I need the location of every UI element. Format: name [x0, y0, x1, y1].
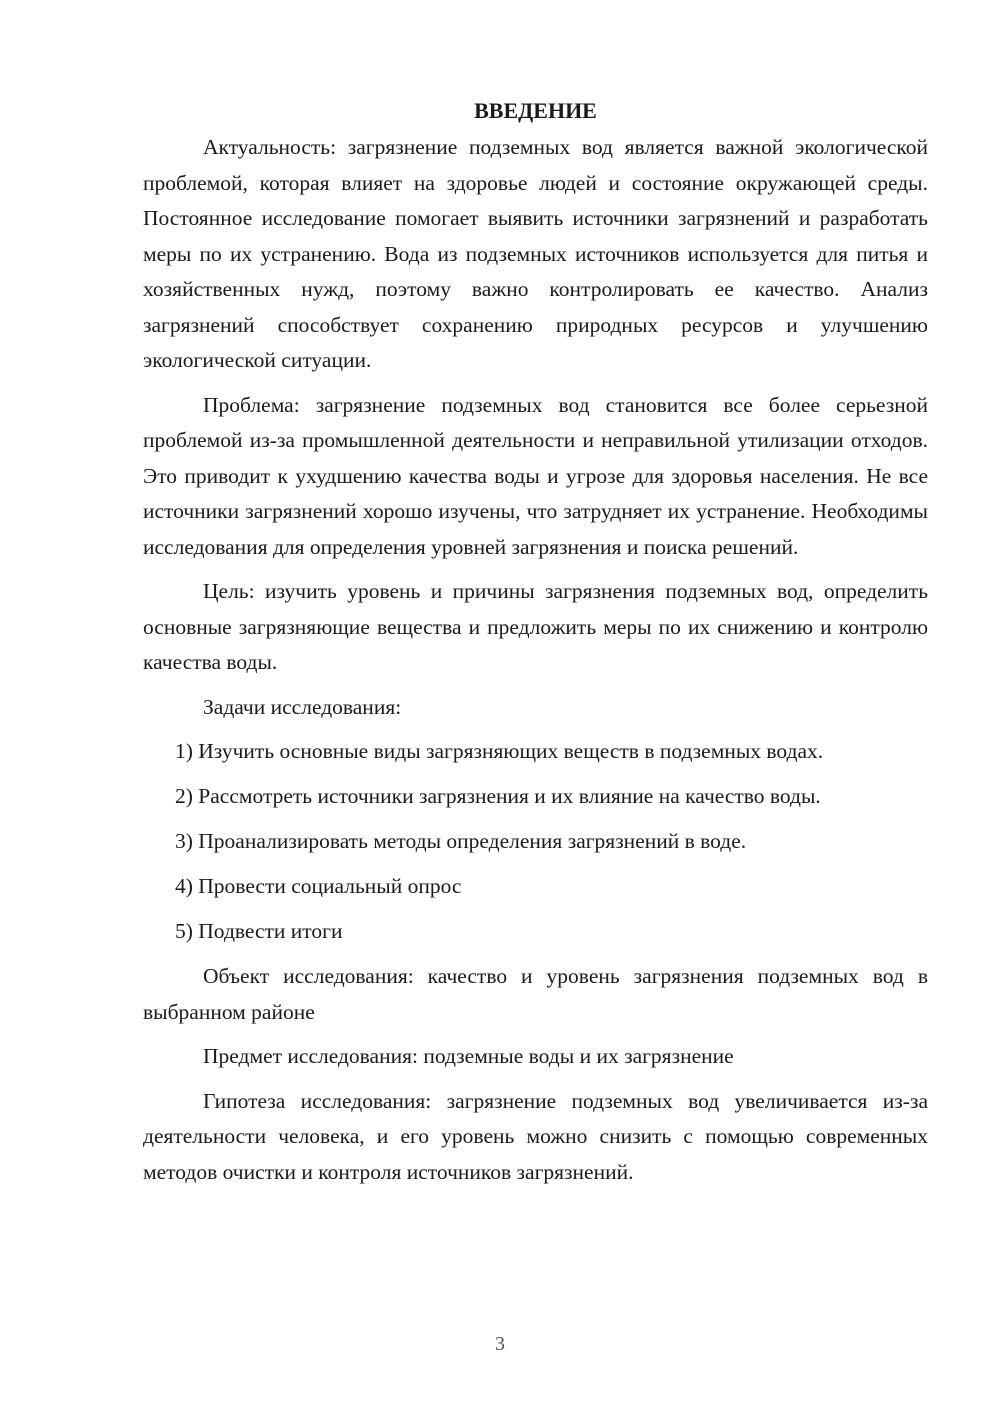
page-content: [143, 96, 928, 1199]
task-item: 1) Изучить основные виды загрязняющих веществ в подземных водах.: [175, 739, 824, 763]
paragraph-object: Объект исследования: качество и уровень загрязнения подземных вод в выбранном районе: [143, 964, 928, 1024]
paragraph-hypothesis: Гипотеза исследования: загрязнение подземных вод увеличивается из-за деятельности человека, и его уровень можно снизить с помощью современных методов очистки и контроля источников загрязнений.: [143, 1088, 928, 1184]
task-item: 3) Проанализировать методы определения загрязнений в воде.: [175, 829, 747, 853]
page-title: ВВЕДЕНИЕ: [474, 98, 597, 123]
task-item: 5) Подвести итоги: [175, 919, 343, 943]
paragraph-subject: Предмет исследования: подземные воды и их загрязнение: [203, 1044, 734, 1068]
tasks-list: [143, 734, 928, 950]
page-number: 3: [495, 1333, 505, 1355]
paragraph-goal: Цель: изучить уровень и причины загрязнения подземных вод, определить основные загрязняющие вещества и предложить меры по их снижению и контролю качества воды.: [143, 579, 928, 674]
task-item: 2) Рассмотреть источники загрязнения и их влияние на качество воды.: [175, 784, 821, 808]
task-item: 4) Провести социальный опрос: [175, 874, 462, 898]
paragraph-problem: Проблема: загрязнение подземных вод становится все более серьезной проблемой из-за промышленной деятельности и неправильной утилизации отходов. Это приводит к ухудшению качества воды и угрозе для здоровья населения. Не все источники загрязнений хорошо изучены, что затрудняет их устранение. Необходимы исследования для определения уровней загрязнения и поиска решений.: [143, 392, 928, 559]
tasks-heading: Задачи исследования:: [203, 694, 402, 719]
paragraph-relevance: Актуальность: загрязнение подземных вод является важной экологической проблемой, которая влияет на здоровье людей и состояние окружающей среды. Постоянное исследование помогает выявить источники загрязнений и разработать меры по их устранению. Вода из подземных источников используется для питья и хозяйственных нужд, поэтому важно контролировать ее качество. Анализ загрязнений способствует сохранению природных ресурсов и улучшению экологической ситуации.: [143, 135, 928, 372]
